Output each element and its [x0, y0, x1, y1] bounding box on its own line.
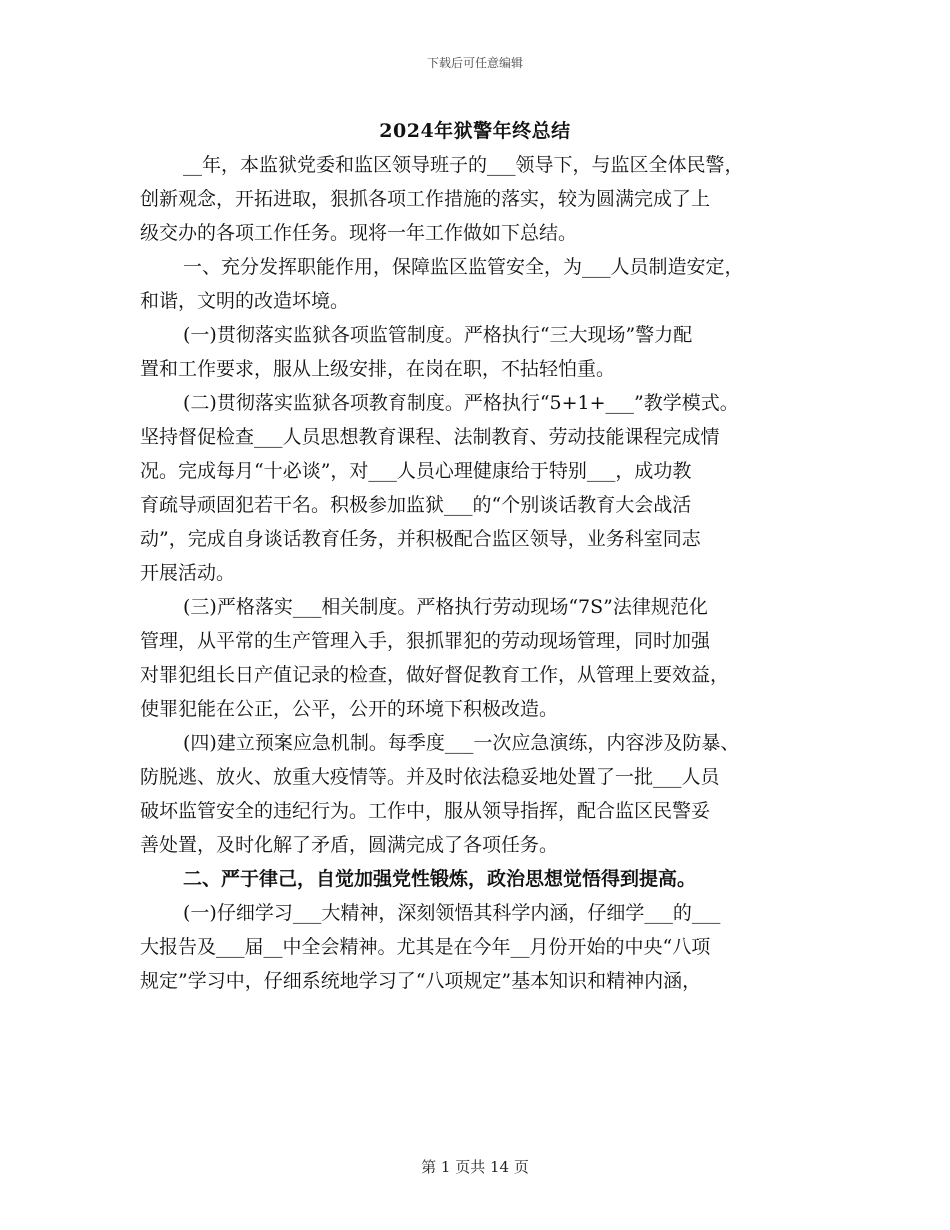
paragraph-line: 对罪犯组长日产值记录的检查，做好督促教育工作，从管理上要效益，	[140, 664, 730, 686]
section-heading-line: 和谐，文明的改造坏境。	[140, 290, 350, 312]
paragraph-line: 坚持督促检查___人员思想教育课程、法制教育、劳动技能课程完成情	[140, 426, 720, 448]
paragraph-line: 开展活动。	[140, 562, 236, 584]
paragraph-line: (一)贯彻落实监狱各项监管制度。严格执行“三大现场”警力配	[183, 324, 693, 346]
paragraph-line: 创新观念，开拓进取，狠抓各项工作措施的落实，较为圆满完成了上	[140, 188, 711, 210]
paragraph-line: 规定”学习中，仔细系统地学习了“八项规定”基本知识和精神内涵，	[140, 970, 702, 992]
paragraph-line: (三)严格落实___相关制度。严格执行劳动现场“7S”法律规范化	[183, 596, 708, 618]
paragraph-line: 破坏监管安全的违纪行为。工作中，服从领导指挥，配合监区民警妥	[140, 800, 711, 822]
paragraph-line: (一)仔细学习___大精神，深刻领悟其科学内涵，仔细学___的___	[183, 902, 721, 924]
section-heading-line: 二、严于律己，自觉加强党性锻炼，政治思想觉悟得到提高。	[183, 868, 697, 890]
paragraph-line: 大报告及___届__中全会精神。尤其是在今年__月份开始的中央“八项	[140, 936, 711, 958]
paragraph-line: 防脱逃、放火、放重大疫情等。并及时依法稳妥地处置了一批___人员	[140, 766, 720, 788]
paragraph-line: 育疏导顽固犯若干名。积极参加监狱___的“个别谈话教育大会战活	[140, 494, 692, 516]
page-footer: 第 1 页共 14 页	[421, 1158, 529, 1176]
paragraph-line: 管理，从平常的生产管理入手，狠抓罪犯的劳动现场管理，同时加强	[140, 630, 711, 652]
section-heading-line: 一、充分发挥职能作用，保障监区监管安全，为___人员制造安定，	[183, 256, 744, 278]
paragraph-line: 置和工作要求，服从上级安排，在岗在职，不拈轻怕重。	[140, 358, 616, 380]
paragraph-line: 动”，完成自身谈话教育任务，并积极配合监区领导，业务科室同志	[140, 528, 701, 550]
paragraph-line: __年，本监狱党委和监区领导班子的___领导下，与监区全体民警，	[183, 154, 744, 176]
paragraph-line: (二)贯彻落实监狱各项教育制度。严格执行“5+1+___”教学模式。	[183, 392, 739, 414]
document-body	[140, 148, 830, 998]
paragraph-line: (四)建立预案应急机制。每季度___一次应急演练，内容涉及防暴、	[183, 732, 740, 754]
paragraph-line: 使罪犯能在公正，公平，公开的环境下积极改造。	[140, 698, 559, 720]
paragraph-line: 况。完成每月“十必谈”，对___人员心理健康给于特别___，成功教	[140, 460, 692, 482]
document-title: 2024年狱警年终总结	[379, 120, 571, 142]
header-note: 下载后可任意编辑	[426, 56, 523, 70]
paragraph-line: 级交办的各项工作任务。现将一年工作做如下总结。	[140, 222, 578, 244]
paragraph-line: 善处置，及时化解了矛盾，圆满完成了各项任务。	[140, 834, 559, 856]
